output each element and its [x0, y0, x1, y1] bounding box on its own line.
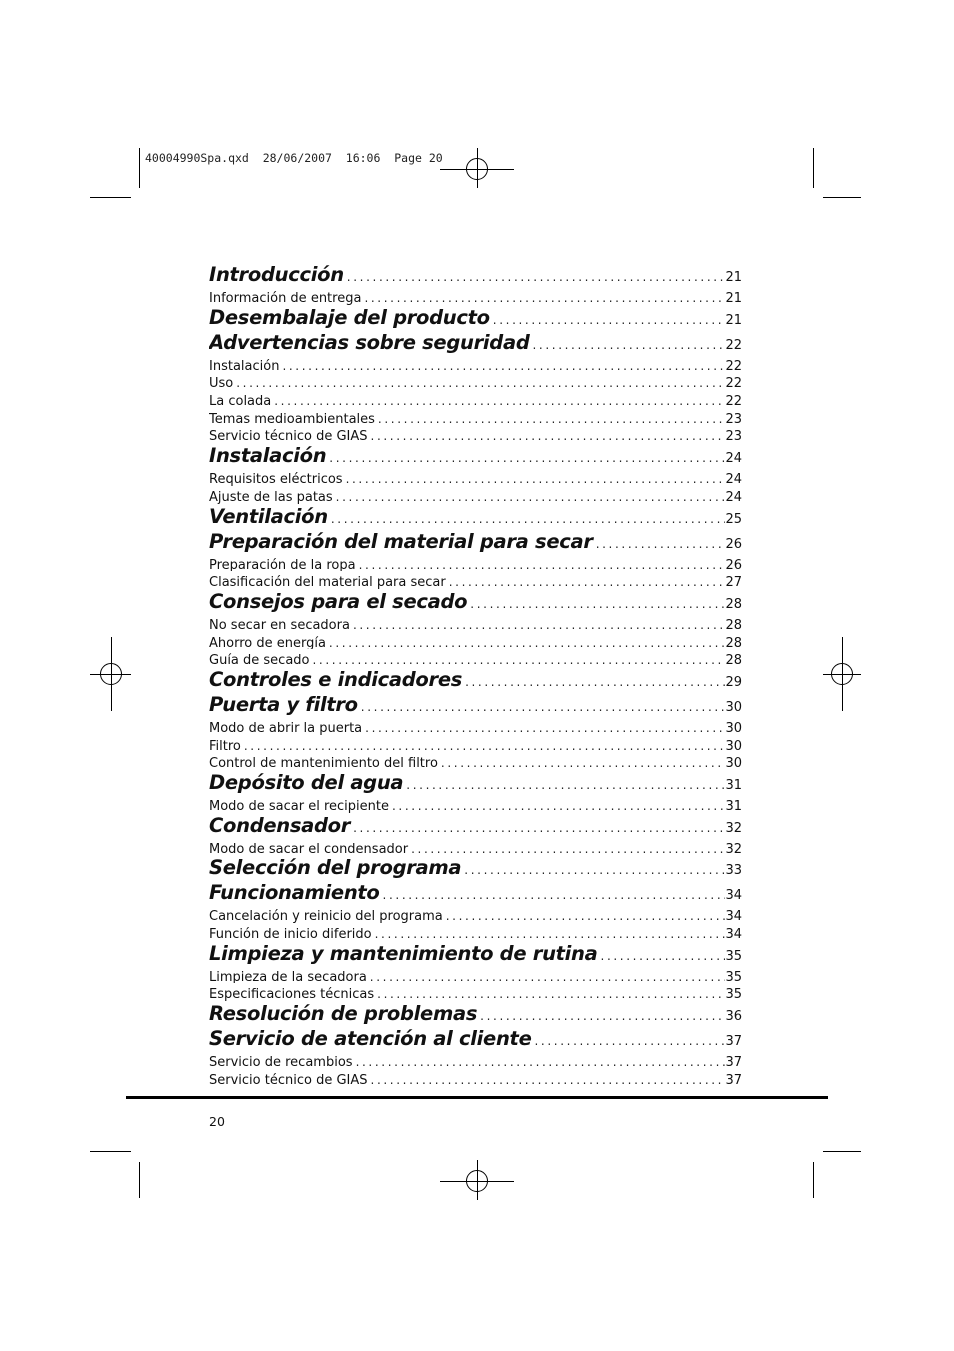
toc-entry-label: Puerta y filtro: [209, 692, 358, 716]
toc-entry-label: Control de mantenimiento del filtro: [209, 756, 438, 770]
dot-leader: [326, 632, 726, 650]
toc-entry-label: Modo de abrir la puerta: [209, 720, 363, 735]
toc-entry-label: Servicio técnico de GIAS: [209, 429, 368, 444]
toc-entry-page: 35: [725, 948, 742, 964]
dot-leader: [446, 571, 726, 589]
dot-leader: [403, 774, 725, 793]
toc-entry-page: 36: [725, 1009, 742, 1025]
toc-section-entry: [209, 881, 742, 905]
crop-mark: [90, 1151, 131, 1152]
toc-section-entry: [209, 444, 742, 468]
toc-entry-page: 22: [725, 376, 742, 391]
dot-leader: [353, 1051, 726, 1069]
toc-subsection-entry: [209, 983, 742, 1001]
toc-entry-page: 31: [725, 799, 742, 813]
toc-subsection-entry: [209, 649, 742, 667]
toc-section-entry: [209, 530, 742, 554]
toc-subsection-entry: [209, 614, 742, 632]
toc-entry-label: Función de inicio diferido: [209, 927, 372, 941]
toc-subsection-entry: [209, 390, 742, 408]
toc-entry-label: Limpieza y mantenimiento de rutina: [209, 941, 598, 965]
toc-entry-page: 26: [725, 557, 742, 572]
toc-subsection-entry: [209, 372, 742, 390]
toc-entry-label: Ventilación: [209, 504, 328, 528]
toc-entry-page: 35: [725, 969, 742, 984]
toc-subsection-entry: [209, 1051, 742, 1069]
toc-subsection-entry: [209, 795, 742, 813]
toc-entry-page: 21: [725, 270, 742, 285]
dot-leader: [326, 447, 725, 466]
toc-subsection-entry: [209, 1069, 742, 1087]
dot-leader: [389, 795, 725, 813]
toc-subsection-entry: [209, 923, 742, 941]
registration-line: [477, 1160, 478, 1200]
toc-entry-label: Temas medioambientales: [209, 411, 375, 426]
dot-leader: [467, 593, 725, 612]
toc-entry-label: Instalación: [209, 444, 327, 468]
dot-leader: [372, 923, 726, 941]
toc-entry-label: No secar en secadora: [209, 617, 350, 632]
dot-leader: [368, 425, 726, 443]
toc-entry-label: Uso: [209, 376, 234, 391]
toc-entry-page: 24: [725, 451, 742, 467]
toc-entry-page: 33: [725, 863, 742, 879]
toc-entry-page: 21: [725, 312, 742, 328]
registration-line: [477, 148, 478, 188]
toc-entry-label: Ahorro de energía: [209, 635, 326, 650]
dot-leader: [362, 717, 725, 735]
crop-mark: [139, 1162, 140, 1198]
toc-entry-page: 34: [725, 888, 742, 904]
dot-leader: [408, 838, 725, 856]
toc-entry-label: Funcionamiento: [209, 881, 380, 905]
dot-leader: [532, 1030, 726, 1049]
toc-subsection-entry: [209, 752, 742, 770]
toc-entry-label: Filtro: [209, 738, 241, 753]
dot-leader: [477, 1005, 725, 1024]
toc-subsection-entry: [209, 486, 742, 504]
toc-entry-page: 34: [725, 909, 742, 924]
toc-subsection-entry: [209, 838, 742, 856]
dot-leader: [374, 983, 725, 1001]
toc-entry-page: 28: [725, 596, 742, 612]
toc-section-entry: [209, 771, 742, 795]
toc-subsection-entry: [209, 468, 742, 486]
toc-entry-page: 32: [725, 820, 742, 836]
toc-section-entry: [209, 668, 742, 692]
toc-section-entry: [209, 1002, 742, 1026]
dot-leader: [593, 533, 726, 552]
dot-leader: [350, 614, 726, 632]
dot-leader: [529, 334, 725, 353]
crop-mark: [823, 197, 861, 198]
toc-section-entry: [209, 693, 742, 717]
toc-entry-page: 30: [725, 699, 742, 715]
dot-leader: [598, 945, 726, 964]
toc-entry-page: 28: [725, 635, 742, 650]
toc-entry-label: Guía de secado: [209, 653, 310, 667]
dot-leader: [361, 287, 725, 305]
toc-entry-label: Controles e indicadores: [209, 667, 463, 691]
toc-entry-page: 22: [725, 394, 742, 408]
toc-entry-label: Especificaciones técnicas: [209, 987, 375, 1002]
toc-entry-label: La colada: [209, 394, 272, 408]
dot-leader: [241, 735, 726, 753]
registration-line: [842, 637, 843, 711]
toc-entry-page: 26: [725, 536, 742, 552]
crop-mark: [813, 148, 814, 188]
toc-entry-page: 37: [725, 1034, 742, 1050]
dot-leader: [380, 884, 726, 903]
toc-subsection-entry: [209, 632, 742, 650]
dot-leader: [271, 390, 725, 408]
toc-section-entry: [209, 263, 742, 287]
toc-section-entry: [209, 331, 742, 355]
toc-entry-page: 27: [725, 575, 742, 589]
toc-subsection-entry: [209, 425, 742, 443]
print-slug: 40004990Spa.qxd 28/06/2007 16:06 Page 20: [145, 151, 443, 165]
toc-entry-page: 23: [725, 411, 742, 426]
toc-entry-page: 22: [725, 337, 742, 353]
dot-leader: [490, 309, 726, 328]
crop-mark: [813, 1162, 814, 1198]
toc-section-entry: [209, 942, 742, 966]
toc-entry-label: Desembalaje del producto: [209, 305, 490, 329]
toc-section-entry: [209, 1027, 742, 1051]
toc-entry-page: 35: [725, 987, 742, 1002]
toc-entry-label: Ajuste de las patas: [209, 489, 333, 504]
toc-section-entry: [209, 505, 742, 529]
toc-subsection-entry: [209, 571, 742, 589]
dot-leader: [333, 486, 726, 504]
toc-entry-page: 24: [725, 472, 742, 486]
crop-mark: [90, 197, 131, 198]
dot-leader: [438, 752, 726, 770]
toc-subsection-entry: [209, 287, 742, 305]
dot-leader: [328, 508, 726, 527]
toc-subsection-entry: [209, 905, 742, 923]
toc-entry-label: Preparación del material para secar: [209, 529, 593, 553]
toc-entry-label: Requisitos eléctricos: [209, 472, 343, 486]
dot-leader: [310, 649, 726, 667]
dot-leader: [462, 671, 725, 690]
toc-entry-page: 30: [725, 720, 742, 735]
dot-leader: [375, 408, 726, 426]
toc-entry-label: Preparación de la ropa: [209, 557, 356, 572]
toc-entry-page: 25: [725, 511, 742, 527]
dot-leader: [350, 817, 725, 836]
toc-entry-page: 30: [725, 738, 742, 753]
toc-subsection-entry: [209, 966, 742, 984]
dot-leader: [279, 355, 725, 373]
dot-leader: [443, 905, 726, 923]
toc-entry-label: Clasificación del material para secar: [209, 575, 446, 589]
registration-line: [111, 637, 112, 711]
toc-entry-label: Modo de sacar el recipiente: [209, 799, 389, 813]
toc-section-entry: [209, 814, 742, 838]
toc-entry-label: Condensador: [209, 813, 351, 837]
toc-subsection-entry: [209, 355, 742, 373]
toc-entry-page: 23: [725, 429, 742, 444]
crop-mark: [139, 148, 140, 188]
toc-entry-page: 32: [725, 841, 742, 856]
dot-leader: [368, 1069, 726, 1087]
toc-entry-label: Modo de sacar el condensador: [209, 841, 409, 856]
toc-entry-label: Depósito del agua: [209, 771, 404, 794]
toc-entry-page: 28: [725, 653, 742, 667]
toc-entry-label: Información de entrega: [209, 291, 362, 305]
toc-entry-label: Servicio de recambios: [209, 1055, 353, 1069]
toc-entry-label: Limpieza de la secadora: [209, 969, 367, 984]
toc-entry-page: 31: [725, 778, 742, 793]
toc-entry-label: Introducción: [209, 263, 344, 286]
dot-leader: [461, 859, 725, 878]
dot-leader: [356, 554, 726, 572]
toc-entry-page: 34: [725, 927, 742, 941]
toc-subsection-entry: [209, 408, 742, 426]
toc-section-entry: [209, 306, 742, 330]
toc-entry-page: 24: [725, 489, 742, 504]
toc-entry-label: Selección del programa: [209, 856, 462, 880]
toc-entry-page: 28: [725, 617, 742, 632]
toc-section-entry: [209, 590, 742, 614]
dot-leader: [367, 966, 726, 984]
toc-entry-label: Advertencias sobre seguridad: [209, 330, 530, 354]
toc-entry-label: Servicio de atención al cliente: [209, 1027, 532, 1051]
toc-subsection-entry: [209, 717, 742, 735]
dot-leader: [358, 696, 726, 715]
toc-entry-page: 37: [725, 1072, 742, 1087]
toc-entry-page: 30: [725, 756, 742, 770]
dot-leader: [344, 266, 726, 285]
toc-entry-label: Resolución de problemas: [209, 1002, 478, 1026]
footer-rule: [126, 1096, 828, 1099]
dot-leader: [233, 372, 725, 390]
toc-entry-label: Cancelación y reinicio del programa: [209, 909, 443, 924]
table-of-contents: [209, 262, 742, 1087]
toc-entry-label: Servicio técnico de GIAS: [209, 1072, 368, 1087]
toc-entry-page: 21: [725, 291, 742, 305]
toc-entry-page: 37: [725, 1055, 742, 1069]
toc-section-entry: [209, 856, 742, 880]
toc-entry-label: Consejos para el secado: [209, 589, 468, 613]
toc-entry-label: Instalación: [209, 358, 280, 373]
toc-subsection-entry: [209, 554, 742, 572]
page-number: 20: [209, 1114, 225, 1129]
toc-entry-page: 29: [725, 674, 742, 690]
toc-entry-page: 22: [725, 358, 742, 373]
crop-mark: [823, 1151, 861, 1152]
toc-subsection-entry: [209, 735, 742, 753]
dot-leader: [343, 468, 726, 486]
